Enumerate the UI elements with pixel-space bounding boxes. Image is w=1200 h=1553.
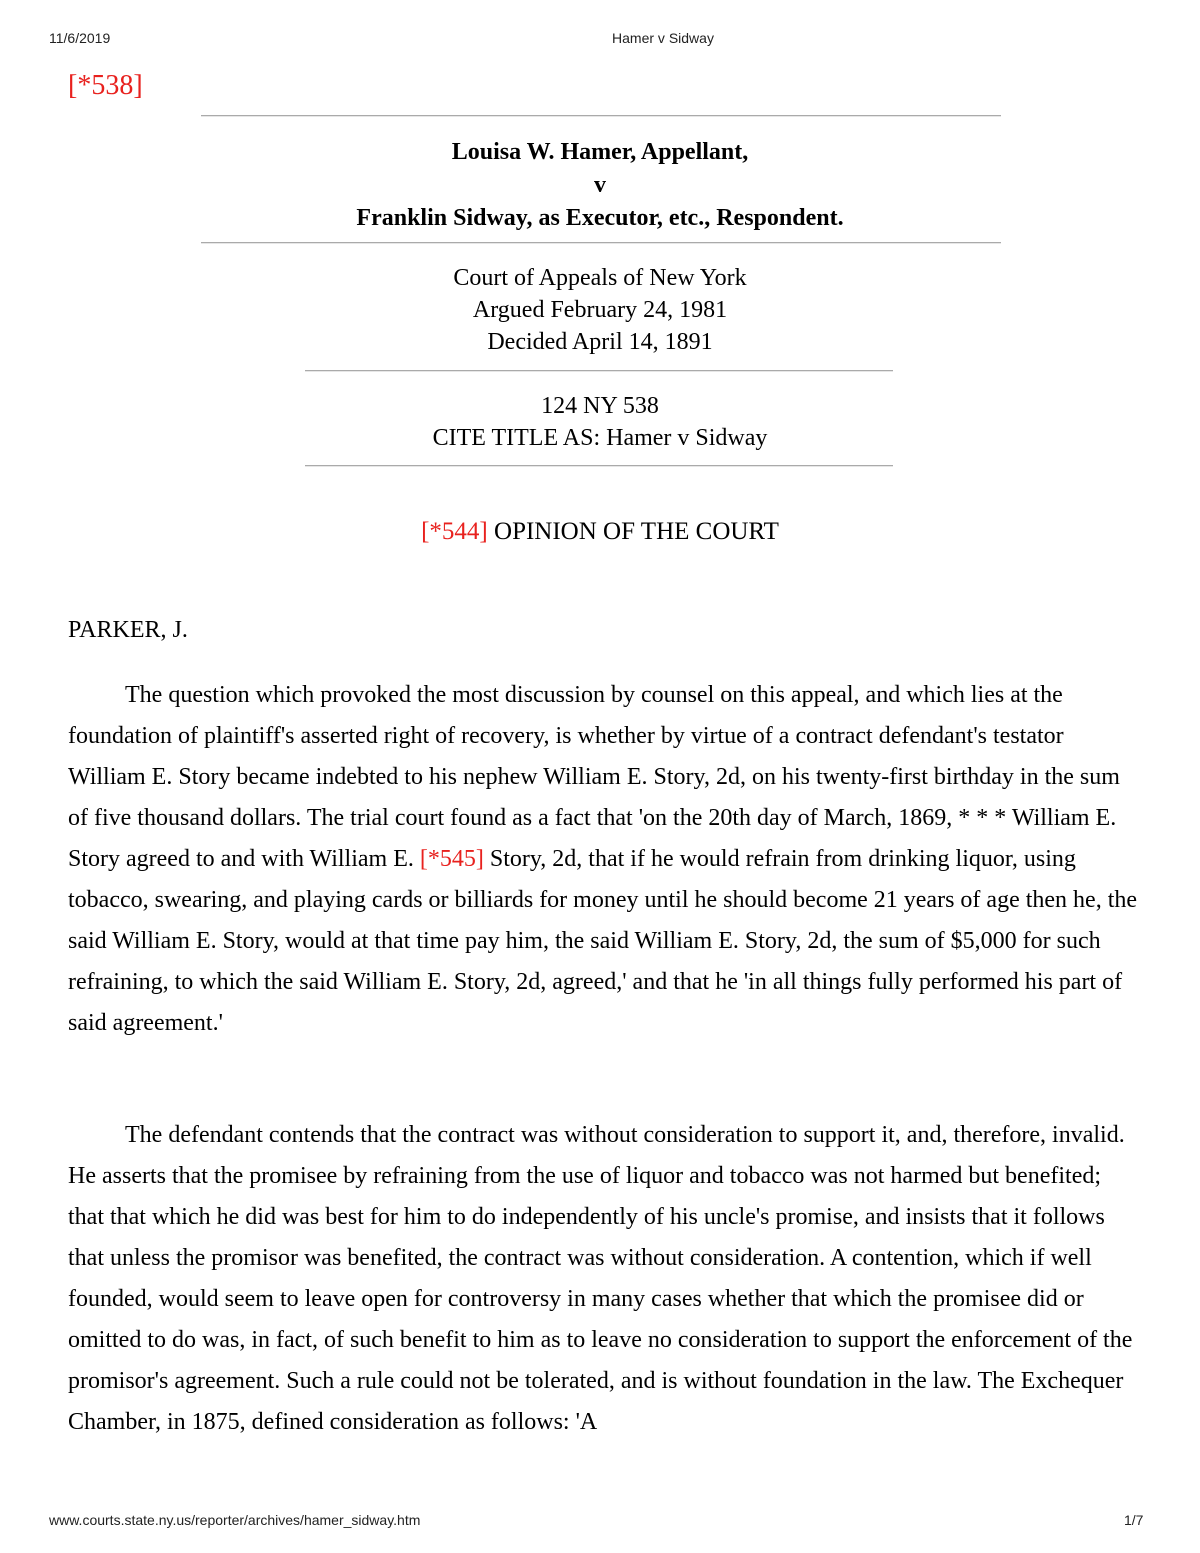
paragraph-1-text-b: Story, 2d, that if he would refrain from drinking liquor, using tobacco, swearing, and playing cards or billiards for money until he should become 21 years of age then he, the said William E. Story, would at that time pay him, the said William E. Story, 2d, the sum of $5,000 for such refraining, to which the said William E. Story, 2d, agreed,' and that he 'in all things fully performed his part of said agreement.' xyxy=(68,846,1138,1036)
decided-date: Decided April 14, 1891 xyxy=(487,329,713,355)
paragraph-2-text: The defendant contends that the contract was without consideration to support it, and, therefore, invalid. He asserts that the promisee by refraining from the use of liquor and tobacco was not harmed but benefited; that that which he did was best for him to do independently of his uncle's promise, and insists that it follows that unless the promisor was benefited, the contract was without consideration. A contention, which if well founded, would seem to leave open for controversy in many cases whether that which the promisee did or omitted to do was, in fact, of such benefit to him as to leave no consideration to support the enforcement of the promisor's agreement. Such a rule could not be tolerated, and is without foundation in the law. The Exchequer Chamber, in 1875, defined consideration as follows: 'A xyxy=(68,1122,1133,1435)
reporter-cite: 124 NY 538 xyxy=(541,393,659,419)
divider xyxy=(305,370,893,372)
judge-name: PARKER, J. xyxy=(68,617,188,643)
source-url: www.courts.state.ny.us/reporter/archives/hamer_sidway.htm xyxy=(49,1512,421,1528)
divider xyxy=(305,465,893,467)
respondent-line: Franklin Sidway, as Executor, etc., Respondent. xyxy=(356,205,844,231)
page-pin-544[interactable]: [*544] xyxy=(421,518,488,545)
cite-title: CITE TITLE AS: Hamer v Sidway xyxy=(432,425,768,451)
print-title: Hamer v Sidway xyxy=(612,30,714,46)
page-pin-538[interactable]: [*538] xyxy=(68,70,143,101)
court-name: Court of Appeals of New York xyxy=(453,265,747,291)
divider xyxy=(201,115,1001,117)
court-info xyxy=(0,262,1200,358)
appellant-line: Louisa W. Hamer, Appellant, xyxy=(451,139,749,165)
paragraph-1-text-a: The question which provoked the most discussion by counsel on this appeal, and which lies at the foundation of plaintiff's asserted right of recovery, is whether by virtue of a contract defendant's testator William E. Story became indebted to his nephew William E. Story, 2d, on his twenty-first birthday in the sum of five thousand dollars. The trial court found as a fact that 'on the 20th day of March, 1869, * * * William E. Story agreed to and with William E. xyxy=(68,682,1120,872)
citation-block xyxy=(0,390,1200,454)
opinion-heading-text: OPINION OF THE COURT xyxy=(494,518,779,545)
opinion-heading xyxy=(0,518,1200,546)
case-caption xyxy=(0,136,1200,235)
divider xyxy=(201,242,1001,244)
versus-line: v xyxy=(594,172,606,198)
print-date: 11/6/2019 xyxy=(49,30,111,46)
page-pin-545[interactable]: [*545] xyxy=(419,846,484,872)
page-counter: 1/7 xyxy=(1124,1512,1144,1528)
opinion-paragraph-2 xyxy=(68,1115,1138,1443)
argued-date: Argued February 24, 1981 xyxy=(472,297,728,323)
opinion-paragraph-1 xyxy=(68,675,1138,1044)
